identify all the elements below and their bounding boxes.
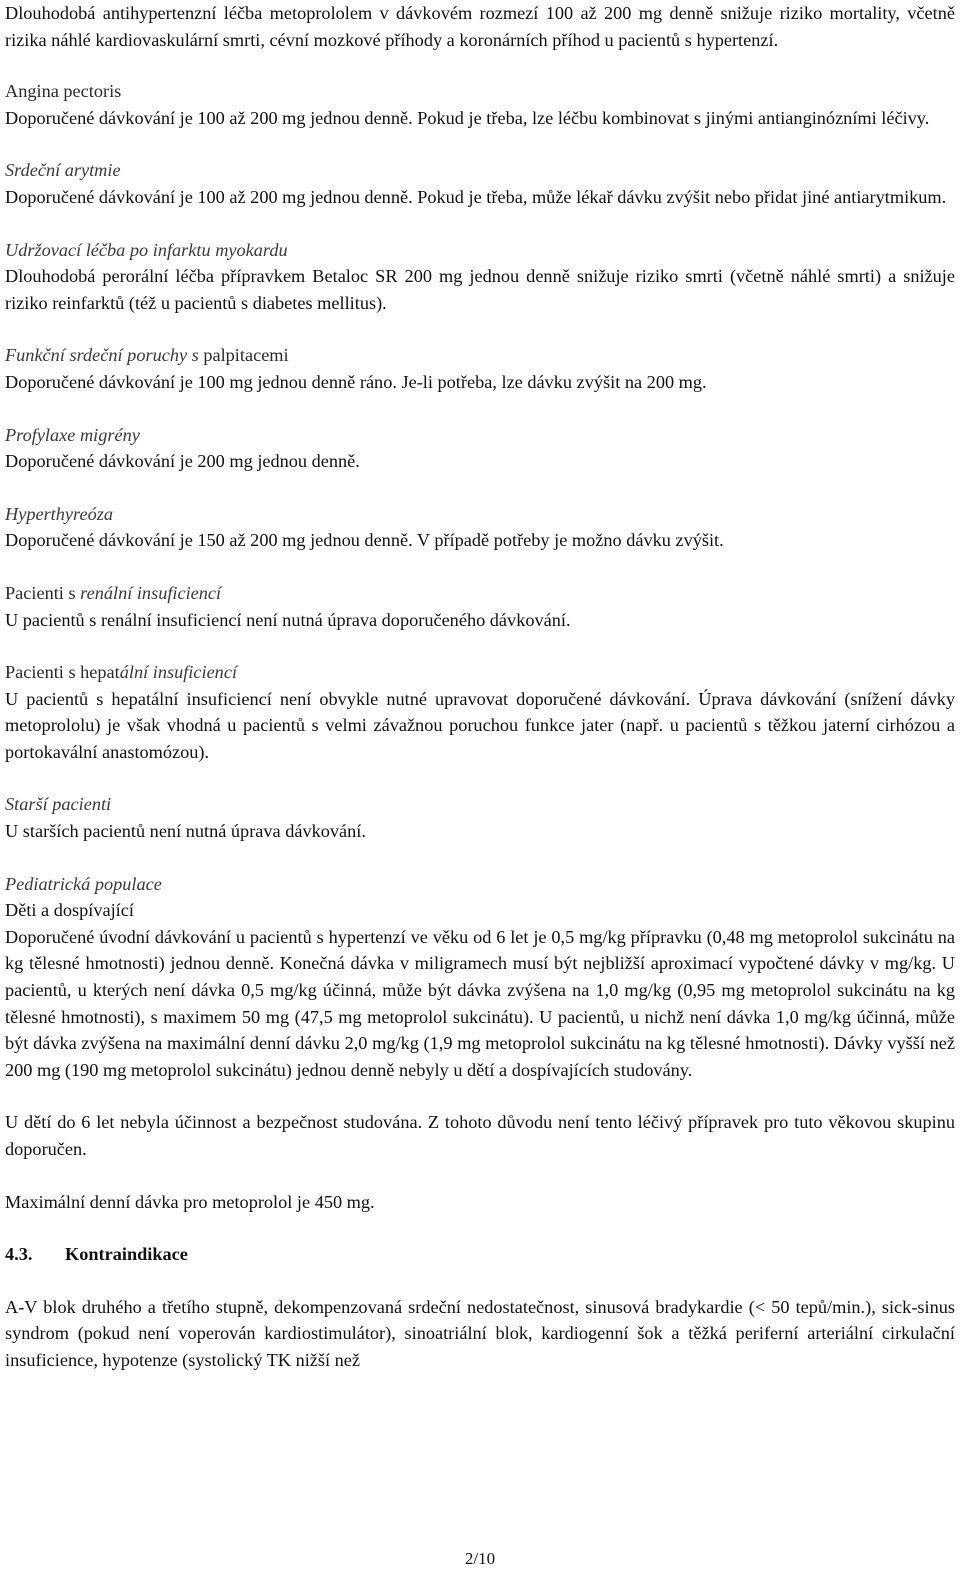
- pediatr-text: Doporučené úvodní dávkování u pacientů s hypertenzí ve věku od 6 let je 0,5 mg/kg přípravku (0,48 mg metoprolol sukcinátu na kg tělesné hmotnosti) jednou denně. Konečná dávka v miligramech musí být nejbližší aproximací vypočtené dávky v mg/kg. U pacientů, u kterých není dávka 0,5 mg/kg účinná, může být dávka zvýšena na 1,0 mg/kg (0,95 mg metoprolol sukcinátu na kg tělesné hmotnosti), s maximem 50 mg (47,5 mg metoprolol sukcinátu). U pacientů, u nichž není dávka 1,0 mg/kg účinná, může být dávka zvýšena na maximální denní dávku 2,0 mg/kg (1,9 mg metoprolol sukcinátu na kg tělesné hmotnosti). Dávky vyšší než 200 mg (190 mg metoprolol sukcinátu) jednou denně nebyly u dětí a dospívajících studovány.: [5, 926, 955, 1080]
- hyper-heading: Hyperthyreóza: [5, 503, 113, 524]
- document-content: [5, 0, 955, 1400]
- migrena-section: [5, 422, 955, 475]
- hyper-section: [5, 501, 955, 554]
- arytmie-text: Doporučené dávkování je 100 až 200 mg jednou denně. Pokud je třeba, může lékař dávku zvýšit nebo přidat jiné antiarytmikum.: [5, 186, 947, 207]
- hyper-text: Doporučené dávkování je 150 až 200 mg jednou denně. V případě potřeby je možno dávku zvýšit.: [5, 530, 724, 551]
- hepat-section: [5, 659, 955, 765]
- infarkt-section: [5, 237, 955, 317]
- section-title: Kontraindikace: [65, 1244, 188, 1265]
- funkcni-heading: [5, 342, 955, 369]
- renal-heading-plain: Pacienti s: [5, 582, 81, 603]
- starsi-section: [5, 791, 955, 844]
- page-number: 2/10: [464, 1549, 496, 1568]
- angina-heading: Angina pectoris: [5, 81, 122, 102]
- hepat-text: U pacientů s hepatální insuficiencí není obvykle nutné upravovat doporučené dávkování. Úprava dávkování (snížení dávky metoprololu) je však vhodná u pacientů s velmi závažnou poruchou funkce jater (např. u pacientů s těžkou jaterní cirhózou a portokavální anastomózou).: [5, 688, 955, 762]
- starsi-text: U starších pacientů není nutná úprava dávkování.: [5, 821, 366, 842]
- funkcni-section: [5, 342, 955, 395]
- migrena-heading: Profylaxe migrény: [5, 424, 140, 445]
- max-dose-paragraph: Maximální denní dávka pro metoprolol je 450 mg.: [5, 1191, 375, 1212]
- migrena-text: Doporučené dávkování je 200 mg jednou denně.: [5, 451, 360, 472]
- funkcni-heading-plain: palpitacemi: [198, 345, 289, 366]
- hepat-heading-plain: Pacienti s hepat: [5, 662, 120, 683]
- arytmie-section: [5, 157, 955, 210]
- pediatr-section: [5, 871, 955, 1084]
- funkcni-heading-italic: Funkční srdeční poruchy s: [5, 345, 199, 366]
- renal-heading-italic: renální insuficiencí: [80, 582, 222, 603]
- infarkt-text: Dlouhodobá perorální léčba přípravkem Betaloc SR 200 mg jednou denně snižuje riziko smrti (včetně náhlé smrti) a snižuje riziko reinfarktů (též u pacientů s diabetes mellitus).: [5, 266, 955, 313]
- pediatr-6let-paragraph: U dětí do 6 let nebyla účinnost a bezpečnost studována. Z tohoto důvodu není tento léčivý přípravek pro tuto věkovou skupinu doporučen.: [5, 1112, 955, 1159]
- renal-heading: [5, 580, 955, 607]
- arytmie-heading: Srdeční arytmie: [5, 160, 121, 181]
- section-number: 4.3.: [5, 1244, 33, 1265]
- starsi-heading: Starší pacienti: [5, 794, 112, 815]
- renal-section: [5, 580, 955, 633]
- contra-paragraph: A-V blok druhého a třetího stupně, dekompenzovaná srdeční nedostatečnost, sinusová bradykardie (< 50 tepů/min.), sick-sinus syndrom (pokud není voperován kardiostimulátor), sinoatriální blok, kardiogenní šok a těžká periferní arteriální cirkulační insuficience, hypotenze (systolický TK nižší než: [5, 1296, 955, 1370]
- angina-section: [5, 78, 955, 131]
- infarkt-heading: Udržovací léčba po infarktu myokardu: [5, 239, 288, 260]
- pediatr-subheading: Děti a dospívající: [5, 900, 134, 921]
- hepat-heading-italic: ální insuficiencí: [119, 662, 238, 683]
- funkcni-text: Doporučené dávkování je 100 mg jednou denně ráno. Je-li potřeba, lze dávku zvýšit na 200 mg.: [5, 371, 707, 392]
- hepat-heading: [5, 659, 955, 686]
- angina-text: Doporučené dávkování je 100 až 200 mg jednou denně. Pokud je třeba, lze léčbu kombinovat s jinými antianginózními léčivy.: [5, 107, 930, 128]
- intro-paragraph: Dlouhodobá antihypertenzní léčba metoprololem v dávkovém rozmezí 100 až 200 mg denně snižuje riziko mortality, včetně rizika náhlé kardiovaskulární smrti, cévní mozkové příhody a koronárních příhod u pacientů s hypertenzí.: [5, 3, 955, 50]
- renal-text: U pacientů s renální insuficiencí není nutná úprava doporučeného dávkování.: [5, 609, 571, 630]
- pediatr-heading: Pediatrická populace: [5, 873, 162, 894]
- section-heading: [5, 1241, 955, 1268]
